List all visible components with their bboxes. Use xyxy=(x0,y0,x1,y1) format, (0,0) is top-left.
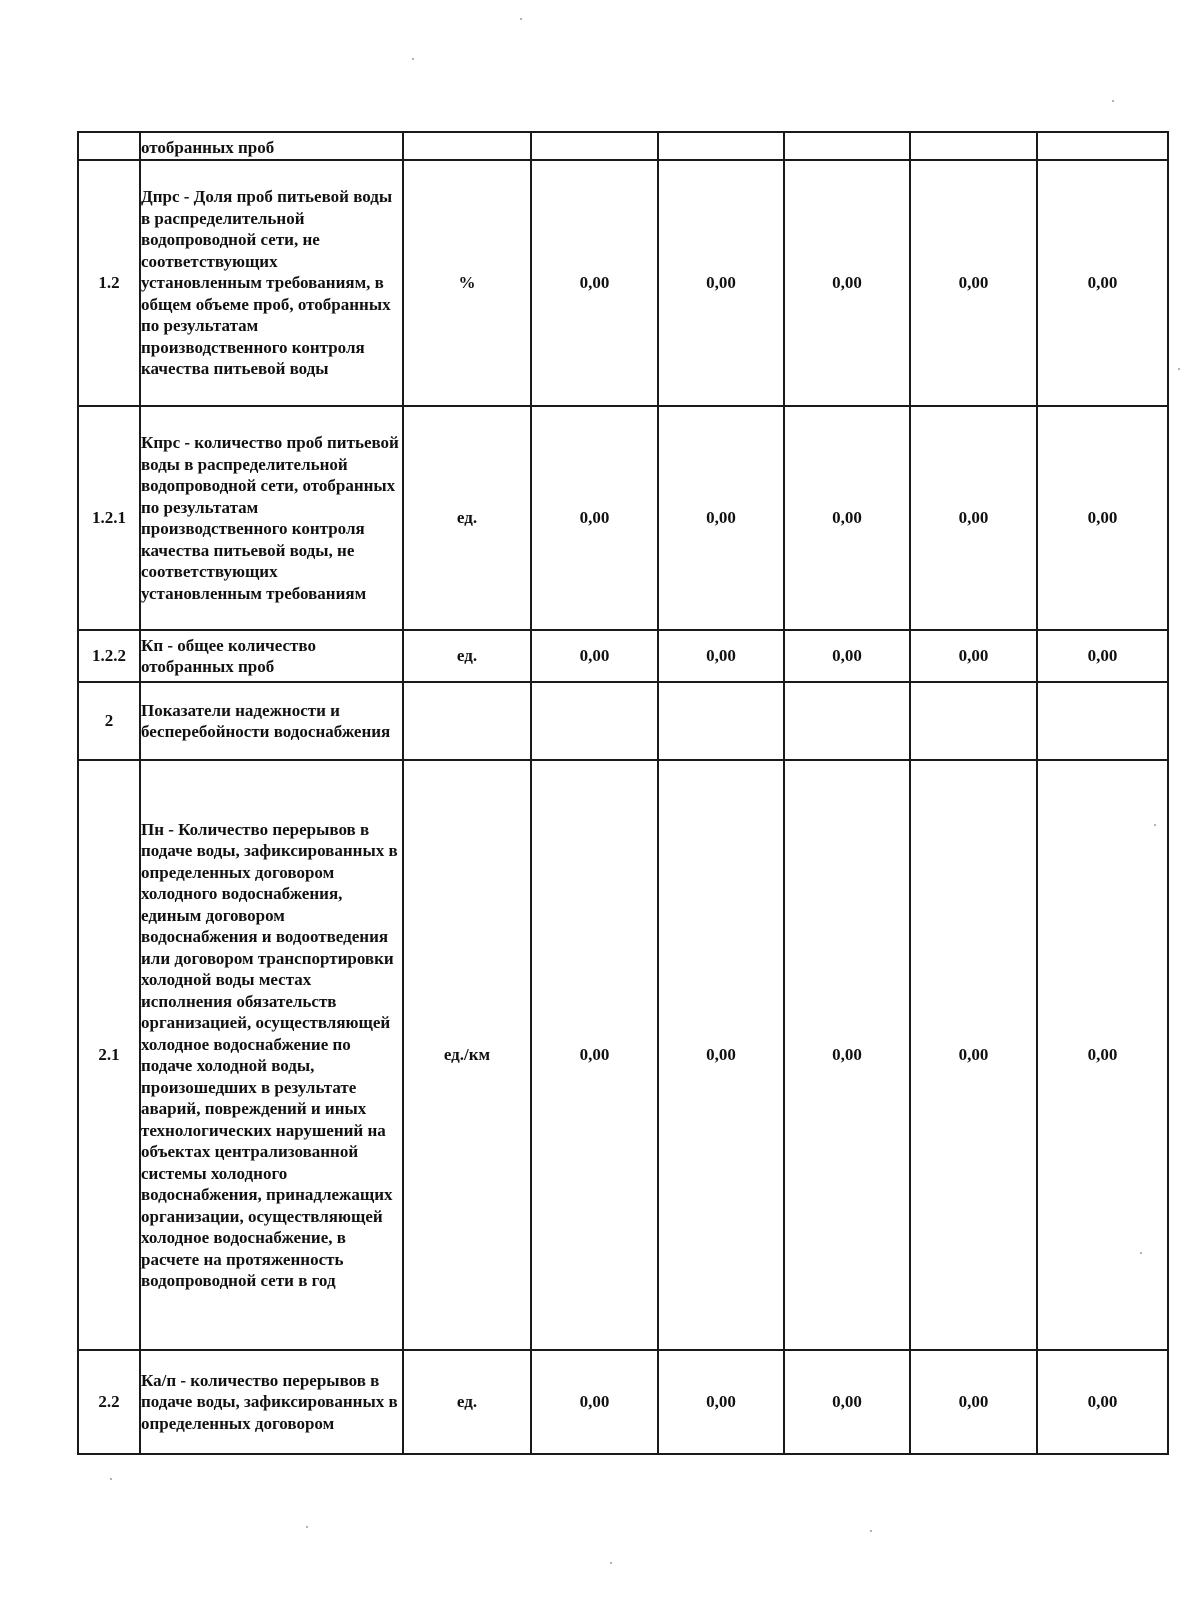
row-description: Ка/п - количество перерывов в подаче воды, зафиксированных в определенных договором xyxy=(140,1350,403,1454)
row-description: Пн - Количество перерывов в подаче воды, зафиксированных в определенных договором холодного водоснабжения, единым договором водоснабжения и водоотведения или договором транспортировки холодной воды местах исполнения обязательств организацией, осуществляющей холодное водоснабжение по подаче холодной воды, произошедших в результате аварий, повреждений и иных технологических нарушений на объектах централизованной системы холодного водоснабжения, принадлежащих организации, осуществляющей холодное водоснабжение, в расчете на протяженность водопроводной сети в год xyxy=(140,760,403,1350)
row-description: отобранных проб xyxy=(140,132,403,160)
row-value: 0,00 xyxy=(784,406,910,630)
table-row xyxy=(78,160,1168,406)
row-number: 1.2 xyxy=(78,160,140,406)
row-unit: % xyxy=(403,160,531,406)
table-row xyxy=(78,406,1168,630)
row-value: 0,00 xyxy=(1037,630,1168,682)
row-unit xyxy=(403,132,531,160)
row-description: Кп - общее количество отобранных проб xyxy=(140,630,403,682)
row-value: 0,00 xyxy=(1037,760,1168,1350)
scan-speck xyxy=(1112,100,1114,102)
row-unit: ед. xyxy=(403,1350,531,1454)
row-description: Показатели надежности и бесперебойности водоснабжения xyxy=(140,682,403,760)
scan-speck xyxy=(520,18,522,20)
scan-speck xyxy=(1154,824,1156,826)
row-value: 0,00 xyxy=(658,406,784,630)
table-row xyxy=(78,682,1168,760)
row-value xyxy=(784,132,910,160)
row-number: 2 xyxy=(78,682,140,760)
row-value: 0,00 xyxy=(531,160,658,406)
row-value: 0,00 xyxy=(910,160,1037,406)
row-value: 0,00 xyxy=(784,630,910,682)
row-value xyxy=(658,682,784,760)
scan-speck xyxy=(110,1478,112,1480)
scan-speck xyxy=(1140,1252,1142,1254)
row-value: 0,00 xyxy=(658,160,784,406)
row-number xyxy=(78,132,140,160)
row-value: 0,00 xyxy=(784,1350,910,1454)
row-value: 0,00 xyxy=(531,1350,658,1454)
row-value: 0,00 xyxy=(910,1350,1037,1454)
row-value: 0,00 xyxy=(531,406,658,630)
row-number: 2.1 xyxy=(78,760,140,1350)
row-unit: ед./км xyxy=(403,760,531,1350)
row-value xyxy=(1037,682,1168,760)
row-value: 0,00 xyxy=(1037,160,1168,406)
row-value: 0,00 xyxy=(658,1350,784,1454)
row-number: 1.2.1 xyxy=(78,406,140,630)
row-value xyxy=(1037,132,1168,160)
row-unit: ед. xyxy=(403,630,531,682)
indicators-table xyxy=(77,131,1169,1455)
row-value xyxy=(658,132,784,160)
row-value xyxy=(910,682,1037,760)
row-value: 0,00 xyxy=(910,630,1037,682)
table-row xyxy=(78,760,1168,1350)
row-value xyxy=(784,682,910,760)
row-value: 0,00 xyxy=(658,630,784,682)
row-value xyxy=(910,132,1037,160)
row-value: 0,00 xyxy=(1037,406,1168,630)
row-value xyxy=(531,682,658,760)
row-value: 0,00 xyxy=(784,160,910,406)
row-value: 0,00 xyxy=(658,760,784,1350)
row-value: 0,00 xyxy=(1037,1350,1168,1454)
scan-speck xyxy=(306,1526,308,1528)
row-number: 1.2.2 xyxy=(78,630,140,682)
scan-speck xyxy=(610,1562,612,1564)
table-row xyxy=(78,630,1168,682)
scan-speck xyxy=(870,1530,872,1532)
table-row xyxy=(78,132,1168,160)
row-unit: ед. xyxy=(403,406,531,630)
row-value: 0,00 xyxy=(531,630,658,682)
scan-speck xyxy=(1178,368,1180,370)
table-row xyxy=(78,1350,1168,1454)
row-number: 2.2 xyxy=(78,1350,140,1454)
row-value: 0,00 xyxy=(910,760,1037,1350)
row-value: 0,00 xyxy=(784,760,910,1350)
row-value xyxy=(531,132,658,160)
row-value: 0,00 xyxy=(910,406,1037,630)
row-description: Дпрс - Доля проб питьевой воды в распределительной водопроводной сети, не соответствующих установленным требованиям, в общем объеме проб, отобранных по результатам производственного контроля качества питьевой воды xyxy=(140,160,403,406)
scan-speck xyxy=(412,58,414,60)
row-unit xyxy=(403,682,531,760)
row-value: 0,00 xyxy=(531,760,658,1350)
row-description: Кпрс - количество проб питьевой воды в распределительной водопроводной сети, отобранных по результатам производственного контроля качества питьевой воды, не соответствующих установленным требованиям xyxy=(140,406,403,630)
